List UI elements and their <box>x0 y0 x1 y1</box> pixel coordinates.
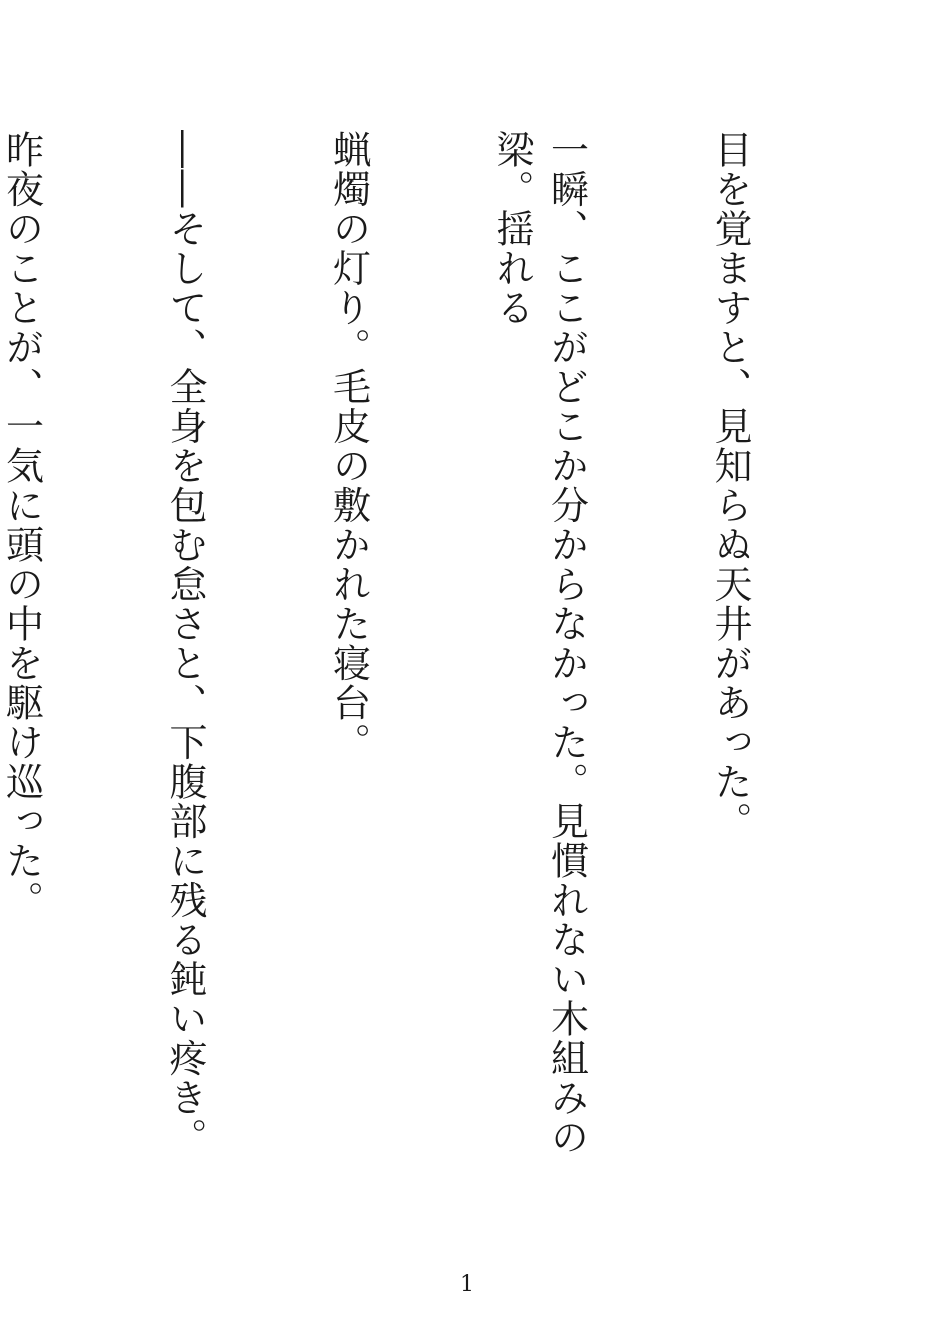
text-line: 目を覚ますと、見知らぬ天井があった。 <box>708 130 752 841</box>
text-line: 蝋燭の灯り。毛皮の敷かれた寝台。 <box>326 130 371 762</box>
text-line: 昨夜のことが、一気に頭の中を駆け巡った。 <box>0 130 44 920</box>
vertical-text-body <box>0 130 866 1230</box>
text-line: 一瞬、ここがどこか分からなかった。見慣れない木組みの梁。揺れる <box>490 130 589 1157</box>
page-number: 1 <box>460 1272 474 1297</box>
text-line: ――そして、全身を包む怠さと、下腹部に残る鈍い疼き。 <box>163 130 207 1157</box>
